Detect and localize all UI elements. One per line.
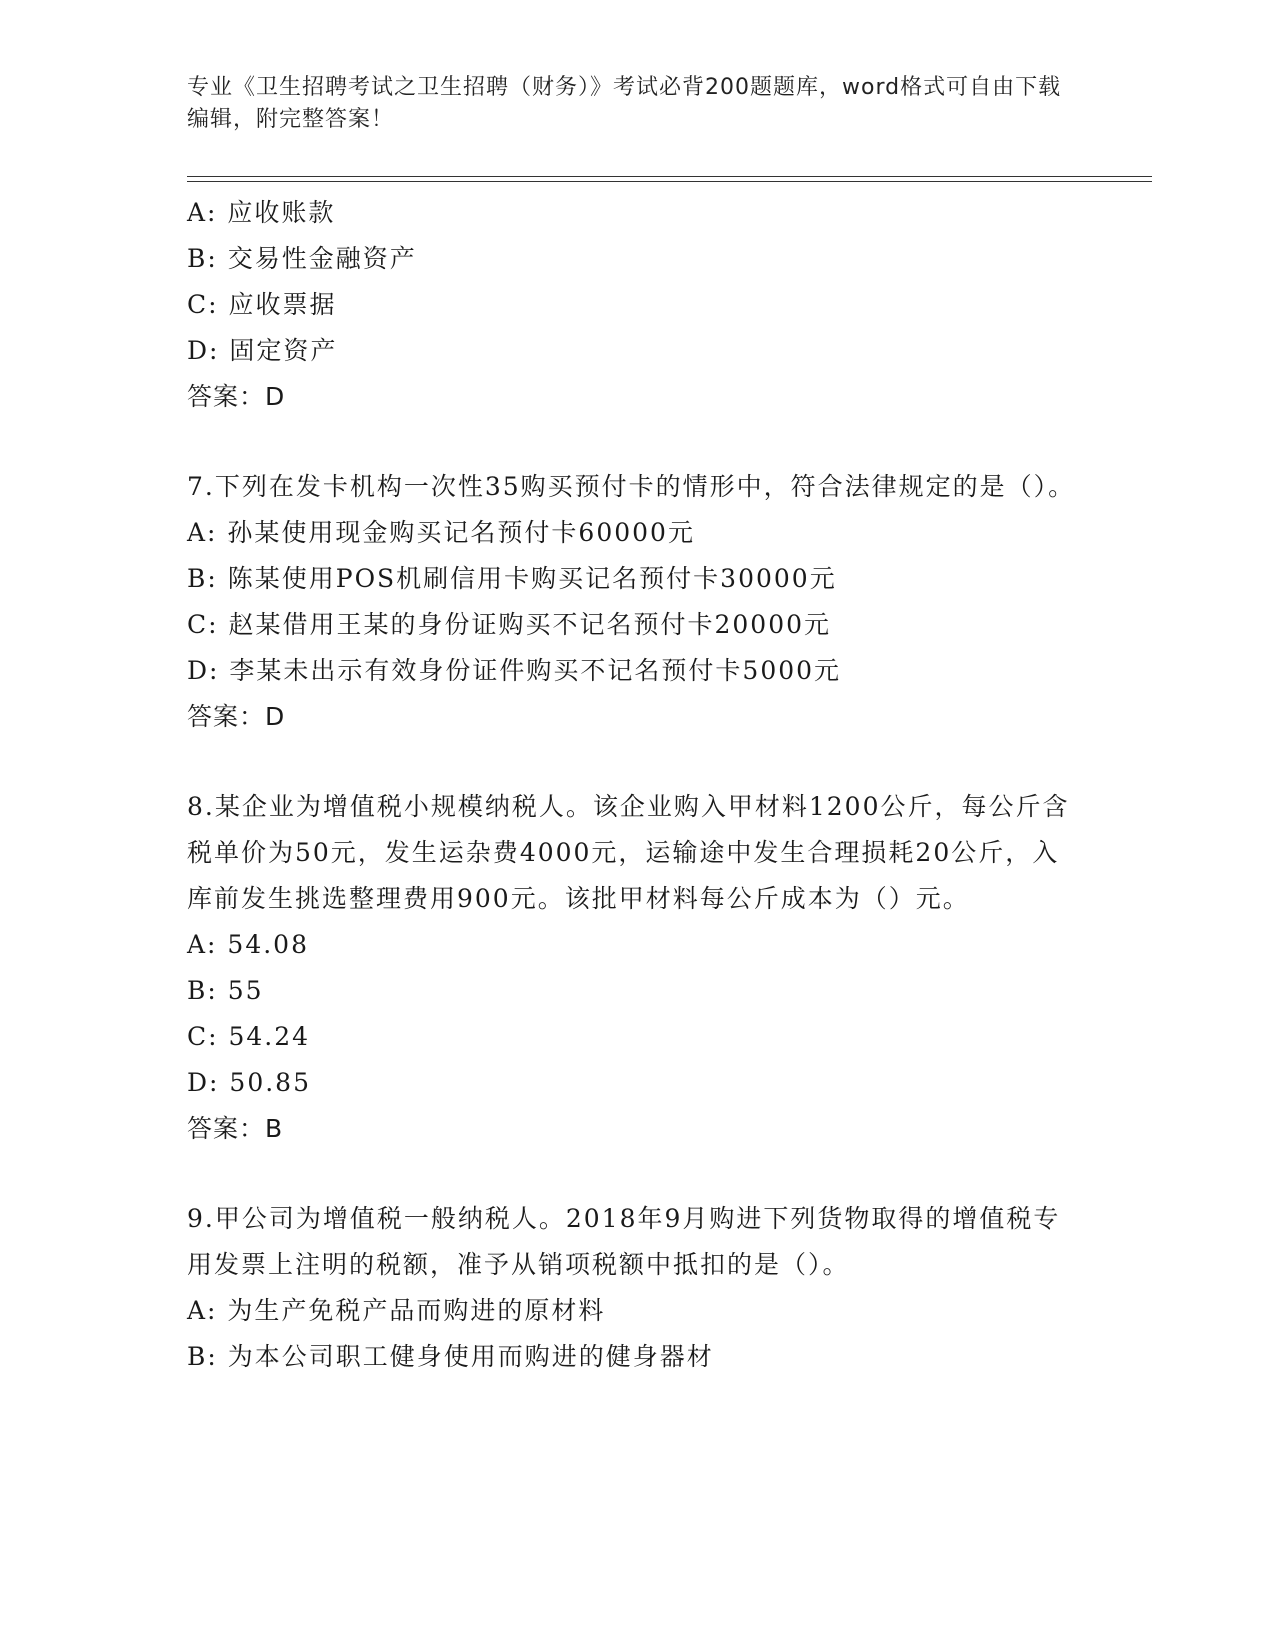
option-d: D: 固定资产 [187,336,338,365]
option-b: B: 陈某使用POS机刷信用卡购买记名预付卡30000元 [187,564,837,593]
option-c: C: 54.24 [187,1022,311,1051]
option-a: A: 孙某使用现金购买记名预付卡60000元 [187,518,695,547]
header-divider-top [187,176,1152,177]
question-block-7 [187,464,1087,740]
answer-line: 答案：B [187,1114,284,1143]
option-b: B: 为本公司职工健身使用而购进的健身器材 [187,1342,714,1371]
option-b: B: 55 [187,976,264,1005]
answer-line: 答案：D [187,702,286,731]
option-a: A: 为生产免税产品而购进的原材料 [187,1296,606,1325]
question-block-8 [187,784,1087,1152]
question-block-9 [187,1196,1087,1380]
spacer [187,740,1087,784]
document-header: 专业《卫生招聘考试之卫生招聘（财务）》考试必背200题题库，word格式可自由下载编辑，附完整答案！ [187,75,1062,132]
question-stem: 9.甲公司为增值税一般纳税人。2018年9月购进下列货物取得的增值税专用发票上注明的税额，准予从销项税额中抵扣的是（）。 [187,1204,1061,1279]
option-a: A: 应收账款 [187,198,336,227]
option-d: D: 李某未出示有效身份证件购买不记名预付卡5000元 [187,656,842,685]
option-a: A: 54.08 [187,930,309,959]
question-stem: 7.下列在发卡机构一次性35购买预付卡的情形中，符合法律规定的是（）。 [187,472,1076,501]
spacer [187,1152,1087,1196]
option-b: B: 交易性金融资产 [187,244,417,273]
answer-line: 答案：D [187,382,286,411]
header-divider-bottom [187,181,1152,182]
spacer [187,420,1087,464]
option-c: C: 赵某借用王某的身份证购买不记名预付卡20000元 [187,610,832,639]
option-d: D: 50.85 [187,1068,311,1097]
question-content [187,190,1087,1380]
question-block-6 [187,190,1087,420]
question-stem: 8.某企业为增值税小规模纳税人。该企业购入甲材料1200公斤，每公斤含税单价为50元，发生运杂费4000元，运输途中发生合理损耗20公斤，入库前发生挑选整理费用900元。该批甲材料每公斤成本为（）元。 [187,792,1070,913]
option-c: C: 应收票据 [187,290,337,319]
